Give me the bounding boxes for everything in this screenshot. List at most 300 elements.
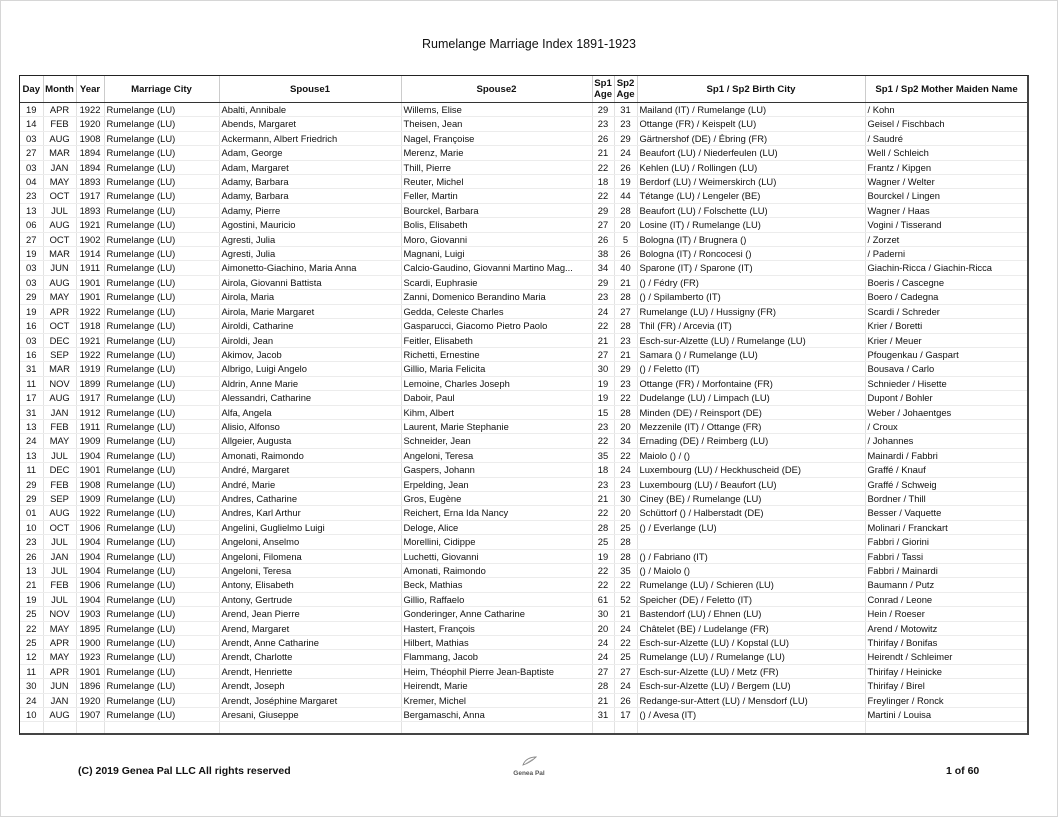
cell-month: MAY [43, 434, 76, 448]
cell-month: FEB [43, 117, 76, 131]
cell-day: 03 [20, 261, 43, 275]
cell-empty [43, 722, 76, 735]
cell-sp2-age: 29 [614, 362, 637, 376]
cell-sp1-age: 30 [592, 362, 614, 376]
marriage-table [20, 76, 1029, 735]
cell-birth-city: Mailand (IT) / Rumelange (LU) [637, 103, 865, 117]
cell-year: 1901 [76, 664, 104, 678]
leaf-icon [519, 755, 539, 767]
cell-day: 13 [20, 448, 43, 462]
table-row [20, 232, 1028, 246]
cell-birth-city: Dudelange (LU) / Limpach (LU) [637, 391, 865, 405]
cell-sp2-age: 35 [614, 564, 637, 578]
cell-month: AUG [43, 218, 76, 232]
cell-sp2-age: 26 [614, 693, 637, 707]
cell-spouse2: Daboir, Paul [401, 391, 592, 405]
cell-day: 27 [20, 146, 43, 160]
cell-birth-city: Beaufort (LU) / Folschette (LU) [637, 203, 865, 217]
table-row [20, 650, 1028, 664]
cell-empty [614, 722, 637, 735]
cell-marriage-city: Rumelange (LU) [104, 621, 219, 635]
cell-month: APR [43, 304, 76, 318]
cell-year: 1903 [76, 607, 104, 621]
cell-spouse1: Angeloni, Anselmo [219, 535, 401, 549]
cell-sp1-age: 24 [592, 636, 614, 650]
cell-spouse2: Gillio, Maria Felicita [401, 362, 592, 376]
cell-sp1-age: 34 [592, 261, 614, 275]
cell-day: 13 [20, 203, 43, 217]
cell-marriage-city: Rumelange (LU) [104, 175, 219, 189]
cell-sp1-age: 22 [592, 160, 614, 174]
cell-mother-maiden: Scardi / Schreder [865, 304, 1028, 318]
cell-sp1-age: 18 [592, 175, 614, 189]
cell-month: AUG [43, 506, 76, 520]
cell-birth-city [637, 535, 865, 549]
cell-sp1-age: 21 [592, 693, 614, 707]
cell-marriage-city: Rumelange (LU) [104, 362, 219, 376]
cell-day: 16 [20, 347, 43, 361]
cell-sp1-age: 25 [592, 535, 614, 549]
cell-sp2-age: 17 [614, 708, 637, 722]
cell-mother-maiden: Freylinger / Ronck [865, 693, 1028, 707]
cell-sp1-age: 21 [592, 146, 614, 160]
cell-month: OCT [43, 189, 76, 203]
cell-year: 1893 [76, 175, 104, 189]
cell-birth-city: Bastendorf (LU) / Ehnen (LU) [637, 607, 865, 621]
table-row [20, 304, 1028, 318]
cell-spouse2: Merenz, Marie [401, 146, 592, 160]
cell-sp1-age: 22 [592, 189, 614, 203]
cell-spouse1: Alfa, Angela [219, 405, 401, 419]
cell-day: 13 [20, 419, 43, 433]
cell-birth-city: Rumelange (LU) / Rumelange (LU) [637, 650, 865, 664]
cell-sp1-age: 23 [592, 290, 614, 304]
cell-marriage-city: Rumelange (LU) [104, 376, 219, 390]
cell-year: 1923 [76, 650, 104, 664]
cell-year: 1911 [76, 419, 104, 433]
table-row [20, 189, 1028, 203]
cell-mother-maiden: Hein / Roeser [865, 607, 1028, 621]
cell-sp1-age: 15 [592, 405, 614, 419]
cell-spouse2: Bourckel, Barbara [401, 203, 592, 217]
cell-month: JAN [43, 549, 76, 563]
cell-year: 1906 [76, 578, 104, 592]
cell-sp1-age: 19 [592, 376, 614, 390]
cell-year: 1907 [76, 708, 104, 722]
table-row [20, 362, 1028, 376]
cell-sp1-age: 23 [592, 419, 614, 433]
cell-day: 26 [20, 549, 43, 563]
cell-mother-maiden: Bourckel / Lingen [865, 189, 1028, 203]
cell-marriage-city: Rumelange (LU) [104, 391, 219, 405]
cell-sp2-age: 40 [614, 261, 637, 275]
cell-marriage-city: Rumelange (LU) [104, 103, 219, 117]
cell-spouse1: Alessandri, Catharine [219, 391, 401, 405]
cell-day: 29 [20, 491, 43, 505]
cell-month: JUN [43, 261, 76, 275]
cell-sp1-age: 21 [592, 491, 614, 505]
cell-day: 11 [20, 463, 43, 477]
cell-marriage-city: Rumelange (LU) [104, 405, 219, 419]
table-row [20, 448, 1028, 462]
cell-sp1-age: 26 [592, 232, 614, 246]
cell-marriage-city: Rumelange (LU) [104, 290, 219, 304]
empty-row [20, 722, 1028, 735]
cell-spouse2: Theisen, Jean [401, 117, 592, 131]
cell-marriage-city: Rumelange (LU) [104, 247, 219, 261]
cell-marriage-city: Rumelange (LU) [104, 664, 219, 678]
cell-sp2-age: 21 [614, 275, 637, 289]
cell-sp2-age: 22 [614, 636, 637, 650]
cell-year: 1912 [76, 405, 104, 419]
cell-spouse1: Adam, Margaret [219, 160, 401, 174]
col-header-birth-city: Sp1 / Sp2 Birth City [637, 76, 865, 103]
cell-spouse2: Gasparucci, Giacomo Pietro Paolo [401, 319, 592, 333]
table-row [20, 203, 1028, 217]
cell-day: 03 [20, 333, 43, 347]
cell-month: MAY [43, 175, 76, 189]
cell-day: 03 [20, 131, 43, 145]
cell-marriage-city: Rumelange (LU) [104, 650, 219, 664]
table-row [20, 607, 1028, 621]
cell-spouse2: Zanni, Domenico Berandino Maria [401, 290, 592, 304]
cell-marriage-city: Rumelange (LU) [104, 146, 219, 160]
cell-empty [637, 722, 865, 735]
cell-mother-maiden: Bordner / Thill [865, 491, 1028, 505]
cell-year: 1909 [76, 491, 104, 505]
cell-day: 24 [20, 434, 43, 448]
cell-marriage-city: Rumelange (LU) [104, 304, 219, 318]
cell-sp2-age: 5 [614, 232, 637, 246]
page-title: Rumelange Marriage Index 1891-1923 [421, 37, 637, 51]
cell-sp2-age: 23 [614, 117, 637, 131]
cell-year: 1908 [76, 477, 104, 491]
cell-year: 1901 [76, 290, 104, 304]
cell-birth-city: () / Maiolo () [637, 564, 865, 578]
table-row [20, 319, 1028, 333]
cell-month: FEB [43, 578, 76, 592]
cell-mother-maiden: Krier / Boretti [865, 319, 1028, 333]
cell-spouse1: Arendt, Joséphine Margaret [219, 693, 401, 707]
cell-sp2-age: 24 [614, 463, 637, 477]
cell-month: MAR [43, 146, 76, 160]
cell-spouse2: Lemoine, Charles Joseph [401, 376, 592, 390]
table-row [20, 218, 1028, 232]
cell-sp2-age: 24 [614, 679, 637, 693]
cell-sp1-age: 29 [592, 103, 614, 117]
cell-birth-city: Bologna (IT) / Brugnera () [637, 232, 865, 246]
cell-day: 12 [20, 650, 43, 664]
cell-sp1-age: 29 [592, 203, 614, 217]
cell-sp1-age: 28 [592, 520, 614, 534]
cell-day: 31 [20, 405, 43, 419]
cell-birth-city: () / Everlange (LU) [637, 520, 865, 534]
cell-marriage-city: Rumelange (LU) [104, 679, 219, 693]
cell-spouse2: Kremer, Michel [401, 693, 592, 707]
cell-year: 1904 [76, 448, 104, 462]
cell-mother-maiden: Baumann / Putz [865, 578, 1028, 592]
cell-marriage-city: Rumelange (LU) [104, 131, 219, 145]
table-row [20, 477, 1028, 491]
cell-marriage-city: Rumelange (LU) [104, 535, 219, 549]
cell-birth-city: Kehlen (LU) / Rollingen (LU) [637, 160, 865, 174]
cell-birth-city: () / Spilamberto (IT) [637, 290, 865, 304]
cell-sp1-age: 38 [592, 247, 614, 261]
cell-birth-city: Schüttorf () / Halberstadt (DE) [637, 506, 865, 520]
cell-spouse2: Luchetti, Giovanni [401, 549, 592, 563]
table-row [20, 146, 1028, 160]
cell-birth-city: Mezzenile (IT) / Ottange (FR) [637, 419, 865, 433]
cell-sp1-age: 27 [592, 218, 614, 232]
cell-sp2-age: 25 [614, 520, 637, 534]
cell-spouse1: Amonati, Raimondo [219, 448, 401, 462]
table-row [20, 419, 1028, 433]
cell-sp2-age: 26 [614, 160, 637, 174]
cell-birth-city: Ernading (DE) / Reimberg (LU) [637, 434, 865, 448]
cell-birth-city: Esch-sur-Alzette (LU) / Metz (FR) [637, 664, 865, 678]
table-row [20, 592, 1028, 606]
cell-month: OCT [43, 232, 76, 246]
cell-mother-maiden: Graffé / Knauf [865, 463, 1028, 477]
cell-sp1-age: 22 [592, 434, 614, 448]
cell-spouse2: Kihm, Albert [401, 405, 592, 419]
cell-spouse2: Willems, Elise [401, 103, 592, 117]
cell-day: 30 [20, 679, 43, 693]
cell-sp2-age: 23 [614, 477, 637, 491]
cell-spouse2: Hilbert, Mathias [401, 636, 592, 650]
cell-day: 29 [20, 477, 43, 491]
cell-sp2-age: 21 [614, 607, 637, 621]
cell-year: 1893 [76, 203, 104, 217]
cell-month: NOV [43, 607, 76, 621]
cell-spouse2: Thill, Pierre [401, 160, 592, 174]
cell-month: MAY [43, 650, 76, 664]
cell-sp2-age: 44 [614, 189, 637, 203]
sp1-age-line2: Age [593, 89, 613, 100]
cell-sp2-age: 29 [614, 131, 637, 145]
cell-spouse1: Andres, Catharine [219, 491, 401, 505]
cell-sp2-age: 52 [614, 592, 637, 606]
cell-marriage-city: Rumelange (LU) [104, 232, 219, 246]
cell-year: 1901 [76, 275, 104, 289]
cell-spouse1: Arendt, Anne Catharine [219, 636, 401, 650]
cell-mother-maiden: / Johannes [865, 434, 1028, 448]
cell-spouse2: Gonderinger, Anne Catharine [401, 607, 592, 621]
cell-month: AUG [43, 131, 76, 145]
cell-marriage-city: Rumelange (LU) [104, 275, 219, 289]
cell-empty [76, 722, 104, 735]
cell-sp1-age: 28 [592, 679, 614, 693]
cell-sp2-age: 23 [614, 333, 637, 347]
cell-marriage-city: Rumelange (LU) [104, 607, 219, 621]
cell-mother-maiden: / Paderni [865, 247, 1028, 261]
cell-spouse1: Arend, Margaret [219, 621, 401, 635]
cell-mother-maiden: Weber / Johaentges [865, 405, 1028, 419]
cell-year: 1919 [76, 362, 104, 376]
cell-spouse1: Arend, Jean Pierre [219, 607, 401, 621]
cell-birth-city: () / Fédry (FR) [637, 275, 865, 289]
cell-sp2-age: 27 [614, 664, 637, 678]
cell-spouse1: Airoldi, Jean [219, 333, 401, 347]
cell-spouse1: Aresani, Giuseppe [219, 708, 401, 722]
cell-month: DEC [43, 463, 76, 477]
table-row [20, 175, 1028, 189]
cell-mother-maiden: Well / Schleich [865, 146, 1028, 160]
cell-sp2-age: 21 [614, 347, 637, 361]
cell-year: 1904 [76, 564, 104, 578]
cell-spouse2: Feller, Martin [401, 189, 592, 203]
cell-day: 10 [20, 708, 43, 722]
cell-sp1-age: 23 [592, 117, 614, 131]
cell-mother-maiden: Thirifay / Bonifas [865, 636, 1028, 650]
cell-spouse1: Ackermann, Albert Friedrich [219, 131, 401, 145]
cell-sp1-age: 24 [592, 650, 614, 664]
cell-month: DEC [43, 333, 76, 347]
cell-day: 14 [20, 117, 43, 131]
cell-mother-maiden: Vogini / Tisserand [865, 218, 1028, 232]
cell-mother-maiden: Arend / Motowitz [865, 621, 1028, 635]
cell-empty [401, 722, 592, 735]
cell-birth-city: Esch-sur-Alzette (LU) / Kopstal (LU) [637, 636, 865, 650]
cell-spouse1: Airoldi, Catharine [219, 319, 401, 333]
cell-spouse2: Flammang, Jacob [401, 650, 592, 664]
table-row [20, 376, 1028, 390]
cell-spouse2: Nagel, Françoise [401, 131, 592, 145]
cell-sp1-age: 35 [592, 448, 614, 462]
cell-marriage-city: Rumelange (LU) [104, 218, 219, 232]
cell-birth-city: Berdorf (LU) / Weimerskirch (LU) [637, 175, 865, 189]
cell-spouse1: Arendt, Charlotte [219, 650, 401, 664]
cell-spouse2: Heim, Théophil Pierre Jean-Baptiste [401, 664, 592, 678]
cell-marriage-city: Rumelange (LU) [104, 319, 219, 333]
cell-marriage-city: Rumelange (LU) [104, 463, 219, 477]
cell-spouse1: Albrigo, Luigi Angelo [219, 362, 401, 376]
cell-marriage-city: Rumelange (LU) [104, 189, 219, 203]
cell-year: 1922 [76, 347, 104, 361]
col-header-month: Month [43, 76, 76, 103]
cell-mother-maiden: Molinari / Franckart [865, 520, 1028, 534]
cell-year: 1921 [76, 218, 104, 232]
cell-birth-city: Samara () / Rumelange (LU) [637, 347, 865, 361]
cell-empty [592, 722, 614, 735]
cell-spouse1: Agostini, Mauricio [219, 218, 401, 232]
cell-sp1-age: 22 [592, 564, 614, 578]
cell-spouse2: Gedda, Celeste Charles [401, 304, 592, 318]
cell-marriage-city: Rumelange (LU) [104, 160, 219, 174]
cell-marriage-city: Rumelange (LU) [104, 549, 219, 563]
cell-year: 1900 [76, 636, 104, 650]
cell-empty [219, 722, 401, 735]
cell-spouse1: Abalti, Annibale [219, 103, 401, 117]
table-row [20, 693, 1028, 707]
col-header-spouse2: Spouse2 [401, 76, 592, 103]
cell-spouse1: Alisio, Alfonso [219, 419, 401, 433]
cell-sp1-age: 22 [592, 319, 614, 333]
cell-spouse2: Amonati, Raimondo [401, 564, 592, 578]
cell-sp2-age: 31 [614, 103, 637, 117]
cell-sp1-age: 30 [592, 607, 614, 621]
cell-sp2-age: 19 [614, 175, 637, 189]
cell-birth-city: Esch-sur-Alzette (LU) / Bergem (LU) [637, 679, 865, 693]
cell-sp2-age: 28 [614, 290, 637, 304]
cell-mother-maiden: Wagner / Welter [865, 175, 1028, 189]
cell-marriage-city: Rumelange (LU) [104, 578, 219, 592]
cell-mother-maiden: Wagner / Haas [865, 203, 1028, 217]
cell-empty [20, 722, 43, 735]
cell-mother-maiden: Boero / Cadegna [865, 290, 1028, 304]
cell-birth-city: Luxembourg (LU) / Heckhuscheid (DE) [637, 463, 865, 477]
cell-spouse1: Andres, Karl Arthur [219, 506, 401, 520]
cell-year: 1908 [76, 131, 104, 145]
cell-marriage-city: Rumelange (LU) [104, 506, 219, 520]
cell-spouse1: Airola, Marie Margaret [219, 304, 401, 318]
cell-sp2-age: 26 [614, 247, 637, 261]
cell-mother-maiden: / Zorzet [865, 232, 1028, 246]
cell-birth-city: Luxembourg (LU) / Beaufort (LU) [637, 477, 865, 491]
cell-year: 1894 [76, 160, 104, 174]
cell-spouse1: André, Margaret [219, 463, 401, 477]
cell-month: OCT [43, 319, 76, 333]
cell-day: 04 [20, 175, 43, 189]
cell-year: 1918 [76, 319, 104, 333]
cell-marriage-city: Rumelange (LU) [104, 477, 219, 491]
cell-marriage-city: Rumelange (LU) [104, 491, 219, 505]
cell-month: AUG [43, 275, 76, 289]
cell-sp2-age: 23 [614, 376, 637, 390]
table-row [20, 131, 1028, 145]
cell-month: JUL [43, 592, 76, 606]
cell-sp1-age: 27 [592, 347, 614, 361]
cell-sp1-age: 29 [592, 275, 614, 289]
cell-day: 19 [20, 103, 43, 117]
cell-mother-maiden: Heirendt / Schleimer [865, 650, 1028, 664]
genea-pal-logo [505, 754, 553, 777]
cell-mother-maiden: Dupont / Bohler [865, 391, 1028, 405]
cell-birth-city: Thil (FR) / Arcevia (IT) [637, 319, 865, 333]
cell-birth-city: Rumelange (LU) / Schieren (LU) [637, 578, 865, 592]
cell-day: 13 [20, 564, 43, 578]
cell-birth-city: () / Avesa (IT) [637, 708, 865, 722]
cell-mother-maiden: Thirifay / Heinicke [865, 664, 1028, 678]
col-header-marriage-city: Marriage City [104, 76, 219, 103]
cell-sp2-age: 20 [614, 419, 637, 433]
cell-year: 1921 [76, 333, 104, 347]
cell-spouse1: Arendt, Joseph [219, 679, 401, 693]
cell-spouse1: Angeloni, Filomena [219, 549, 401, 563]
cell-sp1-age: 31 [592, 708, 614, 722]
table-row [20, 391, 1028, 405]
cell-month: JUL [43, 448, 76, 462]
sp2-age-line2: Age [616, 89, 635, 100]
table-row [20, 506, 1028, 520]
cell-mother-maiden: Martini / Louisa [865, 708, 1028, 722]
table-row [20, 434, 1028, 448]
cell-spouse2: Calcio-Gaudino, Giovanni Martino Mag... [401, 261, 592, 275]
marriage-table-container [19, 75, 1029, 735]
table-row [20, 463, 1028, 477]
cell-spouse2: Angeloni, Teresa [401, 448, 592, 462]
cell-day: 10 [20, 520, 43, 534]
cell-month: JUL [43, 564, 76, 578]
cell-year: 1922 [76, 506, 104, 520]
cell-spouse2: Feitler, Elisabeth [401, 333, 592, 347]
table-row [20, 664, 1028, 678]
col-header-sp1-age [592, 76, 614, 103]
table-row [20, 708, 1028, 722]
cell-year: 1920 [76, 117, 104, 131]
cell-spouse2: Heirendt, Marie [401, 679, 592, 693]
col-header-mother-maiden: Sp1 / Sp2 Mother Maiden Name [865, 76, 1028, 103]
